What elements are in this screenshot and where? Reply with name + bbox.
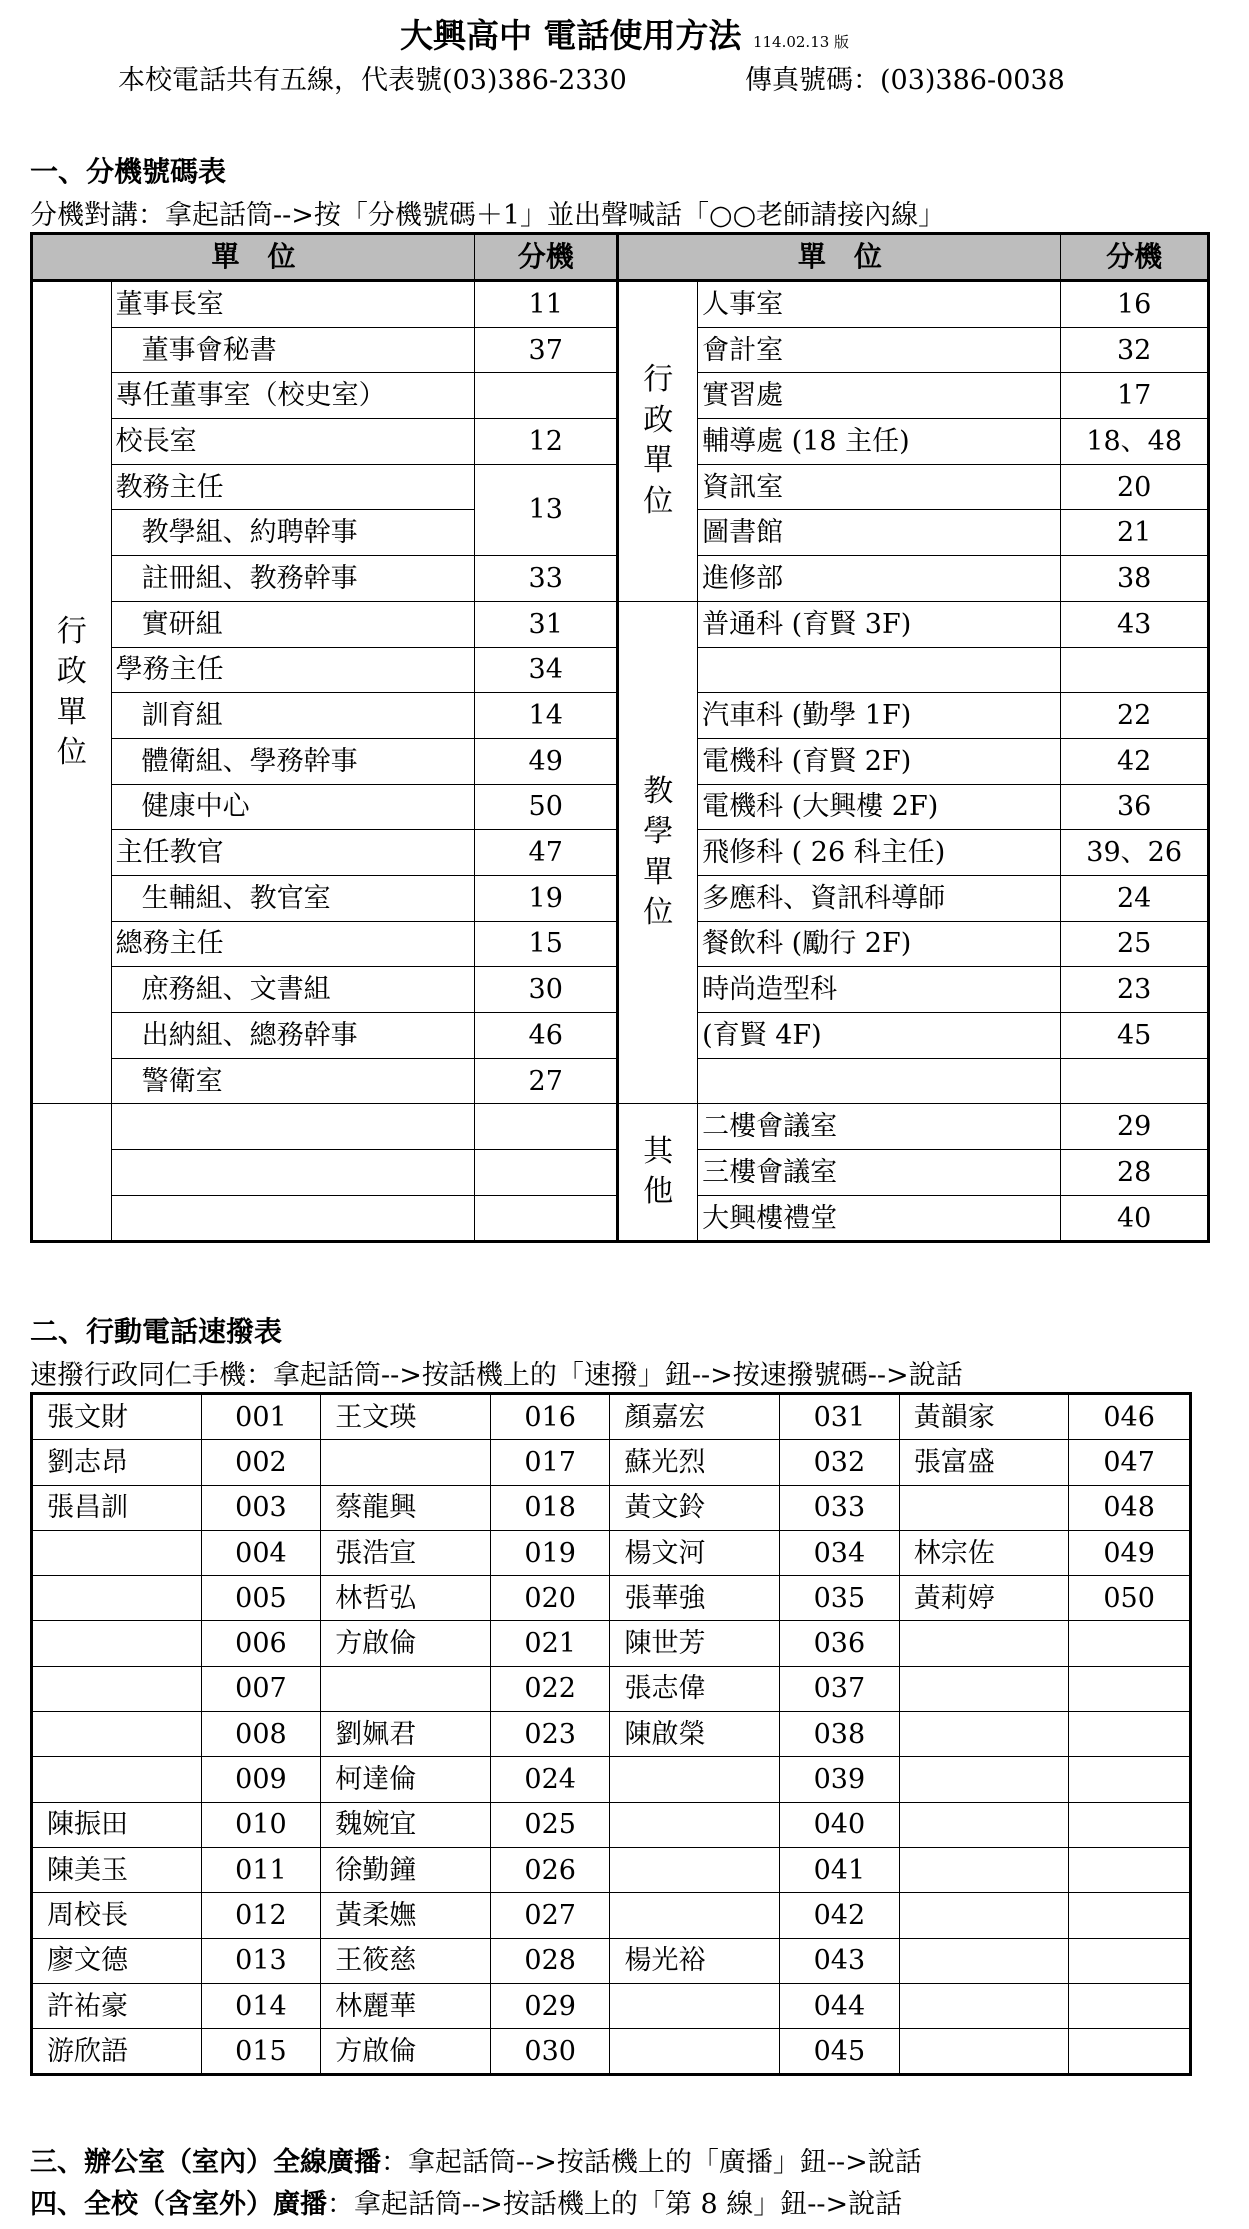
unit-name: 教學組、約聘幹事 bbox=[111, 510, 474, 556]
version-label: 114.02.13 版 bbox=[752, 33, 850, 51]
staff-name bbox=[321, 1440, 491, 1485]
speed-dial-code: 015 bbox=[201, 2029, 321, 2075]
group-right-other-label: 其他 bbox=[643, 1133, 674, 1210]
group-left-admin-label: 行政單位 bbox=[56, 613, 87, 771]
extension-header-row bbox=[32, 234, 1209, 281]
speed-dial-code: 014 bbox=[201, 1983, 321, 2028]
section4-text bbox=[30, 2182, 902, 2221]
unit-ext: 36 bbox=[1061, 784, 1209, 830]
unit-name: 資訊室 bbox=[698, 464, 1061, 510]
unit-name bbox=[111, 1104, 474, 1150]
speed-dial-code: 011 bbox=[201, 1847, 321, 1892]
staff-name: 陳世芳 bbox=[610, 1621, 780, 1666]
staff-name: 黃柔嫵 bbox=[321, 1893, 491, 1938]
unit-name: 專任董事室（校史室） bbox=[111, 373, 474, 419]
unit-name: 出納組、總務幹事 bbox=[111, 1013, 474, 1059]
unit-ext: 34 bbox=[475, 647, 618, 693]
speed-dial-code: 038 bbox=[780, 1712, 900, 1757]
speed-dial-code bbox=[1069, 1757, 1191, 1802]
unit-name: 教務主任 bbox=[111, 464, 474, 510]
unit-ext: 39、26 bbox=[1061, 830, 1209, 876]
staff-name: 張昌訓 bbox=[32, 1485, 202, 1530]
unit-ext: 20 bbox=[1061, 464, 1209, 510]
staff-name bbox=[899, 1666, 1069, 1711]
unit-name: 人事室 bbox=[698, 281, 1061, 328]
unit-name: 警衛室 bbox=[111, 1058, 474, 1104]
staff-name bbox=[610, 1893, 780, 1938]
speed-dial-code: 023 bbox=[490, 1712, 610, 1757]
unit-name: 普通科 (育賢 3F) bbox=[698, 601, 1061, 647]
staff-name bbox=[610, 1757, 780, 1802]
speed-dial-code: 024 bbox=[490, 1757, 610, 1802]
unit-name: 進修部 bbox=[698, 556, 1061, 602]
speed-dial-code: 029 bbox=[490, 1983, 610, 2028]
speed-dial-code: 018 bbox=[490, 1485, 610, 1530]
extension-row bbox=[32, 1104, 1209, 1150]
unit-name: 實研組 bbox=[111, 601, 474, 647]
speed-dial-code: 003 bbox=[201, 1485, 321, 1530]
speed-dial-code bbox=[1069, 2029, 1191, 2075]
unit-ext: 13 bbox=[475, 464, 618, 555]
staff-name bbox=[899, 1847, 1069, 1892]
staff-name bbox=[32, 1530, 202, 1575]
unit-name: 學務主任 bbox=[111, 647, 474, 693]
staff-name bbox=[610, 1847, 780, 1892]
unit-ext: 31 bbox=[475, 601, 618, 647]
speed-dial-code: 040 bbox=[780, 1802, 900, 1847]
group-right-admin bbox=[618, 281, 698, 602]
speed-dial-code bbox=[1069, 1666, 1191, 1711]
unit-ext: 47 bbox=[475, 830, 618, 876]
staff-name: 張浩宣 bbox=[321, 1530, 491, 1575]
unit-name: 大興樓禮堂 bbox=[698, 1195, 1061, 1242]
staff-name: 游欣語 bbox=[32, 2029, 202, 2075]
speed-dial-code: 004 bbox=[201, 1530, 321, 1575]
speed-dial-code: 021 bbox=[490, 1621, 610, 1666]
unit-ext: 14 bbox=[475, 693, 618, 739]
speed-dial-code: 002 bbox=[201, 1440, 321, 1485]
staff-name bbox=[899, 1938, 1069, 1983]
staff-name bbox=[610, 1802, 780, 1847]
unit-name: 總務主任 bbox=[111, 921, 474, 967]
staff-name bbox=[899, 1757, 1069, 1802]
unit-name: 圖書館 bbox=[698, 510, 1061, 556]
staff-name: 黃文鈴 bbox=[610, 1485, 780, 1530]
unit-ext: 25 bbox=[1061, 921, 1209, 967]
unit-ext: 16 bbox=[1061, 281, 1209, 328]
speed-dial-row bbox=[32, 1576, 1191, 1621]
staff-name: 林麗華 bbox=[321, 1983, 491, 2028]
extension-row bbox=[32, 601, 1209, 647]
staff-name: 黃韻家 bbox=[899, 1394, 1069, 1440]
speed-dial-code: 050 bbox=[1069, 1576, 1191, 1621]
staff-name: 林哲弘 bbox=[321, 1576, 491, 1621]
unit-name: 實習處 bbox=[698, 373, 1061, 419]
staff-name: 陳振田 bbox=[32, 1802, 202, 1847]
unit-ext: 29 bbox=[1061, 1104, 1209, 1150]
unit-name: 健康中心 bbox=[111, 784, 474, 830]
section3-bold: 三、辦公室（室內）全線廣播 bbox=[30, 2147, 381, 2178]
extension-row bbox=[32, 281, 1209, 328]
speed-dial-code: 012 bbox=[201, 1893, 321, 1938]
unit-name: 三樓會議室 bbox=[698, 1150, 1061, 1196]
unit-ext: 45 bbox=[1061, 1013, 1209, 1059]
unit-name: 體衛組、學務幹事 bbox=[111, 738, 474, 784]
speed-dial-code: 037 bbox=[780, 1666, 900, 1711]
title-text: 大興高中 電話使用方法 bbox=[399, 16, 742, 55]
unit-name: 二樓會議室 bbox=[698, 1104, 1061, 1150]
group-right-teach-label: 教學單位 bbox=[643, 773, 674, 931]
staff-name: 楊光裕 bbox=[610, 1938, 780, 1983]
speed-dial-code bbox=[1069, 1712, 1191, 1757]
speed-dial-code: 017 bbox=[490, 1440, 610, 1485]
speed-dial-code: 022 bbox=[490, 1666, 610, 1711]
staff-name: 廖文德 bbox=[32, 1938, 202, 1983]
speed-dial-code: 001 bbox=[201, 1394, 321, 1440]
speed-dial-code: 031 bbox=[780, 1394, 900, 1440]
staff-name bbox=[610, 2029, 780, 2075]
staff-name: 林宗佐 bbox=[899, 1530, 1069, 1575]
staff-name: 許祐豪 bbox=[32, 1983, 202, 2028]
unit-name: 主任教官 bbox=[111, 830, 474, 876]
unit-ext bbox=[475, 1195, 618, 1242]
unit-ext: 27 bbox=[475, 1058, 618, 1104]
unit-name: 校長室 bbox=[111, 419, 474, 465]
unit-ext: 38 bbox=[1061, 556, 1209, 602]
unit-ext: 32 bbox=[1061, 327, 1209, 373]
staff-name bbox=[32, 1757, 202, 1802]
staff-name: 陳啟榮 bbox=[610, 1712, 780, 1757]
staff-name: 陳美玉 bbox=[32, 1847, 202, 1892]
unit-name: 時尚造型科 bbox=[698, 967, 1061, 1013]
group-right-teach bbox=[618, 601, 698, 1104]
speed-dial-row bbox=[32, 1893, 1191, 1938]
staff-name: 蔡龍興 bbox=[321, 1485, 491, 1530]
speed-dial-code: 028 bbox=[490, 1938, 610, 1983]
unit-name: 多應科、資訊科導師 bbox=[698, 875, 1061, 921]
staff-name: 張華強 bbox=[610, 1576, 780, 1621]
speed-dial-row bbox=[32, 1530, 1191, 1575]
staff-name: 顏嘉宏 bbox=[610, 1394, 780, 1440]
speed-dial-code bbox=[1069, 1802, 1191, 1847]
staff-name bbox=[899, 1485, 1069, 1530]
unit-name bbox=[698, 647, 1061, 693]
unit-ext: 15 bbox=[475, 921, 618, 967]
speed-dial-code: 005 bbox=[201, 1576, 321, 1621]
speed-dial-code: 045 bbox=[780, 2029, 900, 2075]
speed-dial-code: 048 bbox=[1069, 1485, 1191, 1530]
unit-ext: 42 bbox=[1061, 738, 1209, 784]
speed-dial-code: 025 bbox=[490, 1802, 610, 1847]
group-left-admin bbox=[32, 281, 112, 1104]
staff-name bbox=[610, 1983, 780, 2028]
staff-name: 張富盛 bbox=[899, 1440, 1069, 1485]
unit-ext: 17 bbox=[1061, 373, 1209, 419]
section1-instruction: 分機對講：拿起話筒-->按「分機號碼＋1」並出聲喊話「○○老師請接內線」 bbox=[30, 200, 946, 231]
unit-ext bbox=[475, 1150, 618, 1196]
speed-dial-row bbox=[32, 1712, 1191, 1757]
staff-name bbox=[32, 1621, 202, 1666]
speed-dial-row bbox=[32, 1983, 1191, 2028]
speed-dial-code: 033 bbox=[780, 1485, 900, 1530]
main-line-info: 本校電話共有五線，代表號(03)386-2330 bbox=[118, 65, 627, 96]
staff-name: 方啟倫 bbox=[321, 2029, 491, 2075]
speed-dial-code: 039 bbox=[780, 1757, 900, 1802]
extension-table bbox=[30, 232, 1210, 1243]
speed-dial-code bbox=[1069, 1621, 1191, 1666]
speed-dial-row bbox=[32, 1938, 1191, 1983]
unit-ext: 40 bbox=[1061, 1195, 1209, 1242]
fax-info: 傳真號碼：(03)386-0038 bbox=[745, 65, 1065, 96]
unit-ext bbox=[1061, 1058, 1209, 1104]
unit-ext: 37 bbox=[475, 327, 618, 373]
staff-name bbox=[32, 1576, 202, 1621]
speed-dial-code: 020 bbox=[490, 1576, 610, 1621]
speed-dial-code bbox=[1069, 1983, 1191, 2028]
unit-ext: 21 bbox=[1061, 510, 1209, 556]
unit-name: 庶務組、文書組 bbox=[111, 967, 474, 1013]
unit-ext bbox=[1061, 647, 1209, 693]
unit-name: 飛修科 ( 26 科主任) bbox=[698, 830, 1061, 876]
staff-name: 黃莉婷 bbox=[899, 1576, 1069, 1621]
unit-ext: 19 bbox=[475, 875, 618, 921]
group-right-admin-label: 行政單位 bbox=[643, 362, 674, 519]
speed-dial-code: 008 bbox=[201, 1712, 321, 1757]
group-left-blank bbox=[32, 1104, 112, 1242]
speed-dial-code: 009 bbox=[201, 1757, 321, 1802]
speed-dial-code: 016 bbox=[490, 1394, 610, 1440]
section2-instruction: 速撥行政同仁手機：拿起話筒-->按話機上的「速撥」鈕-->按速撥號碼-->說話 bbox=[30, 1360, 963, 1391]
speed-dial-code: 026 bbox=[490, 1847, 610, 1892]
section1-heading: 一、分機號碼表 bbox=[30, 155, 227, 188]
unit-name: 電機科 (大興樓 2F) bbox=[698, 784, 1061, 830]
unit-ext: 18、48 bbox=[1061, 419, 1209, 465]
unit-ext: 49 bbox=[475, 738, 618, 784]
staff-name: 徐勤鐘 bbox=[321, 1847, 491, 1892]
speed-dial-row bbox=[32, 1802, 1191, 1847]
unit-ext: 43 bbox=[1061, 601, 1209, 647]
unit-ext: 24 bbox=[1061, 875, 1209, 921]
unit-ext: 28 bbox=[1061, 1150, 1209, 1196]
unit-name: 註冊組、教務幹事 bbox=[111, 556, 474, 602]
section3-rest: ：拿起話筒-->按話機上的「廣播」鈕-->說話 bbox=[381, 2147, 922, 2178]
staff-name bbox=[32, 1712, 202, 1757]
section4-bold: 四、全校（含室外）廣播 bbox=[30, 2189, 327, 2220]
speed-dial-code: 019 bbox=[490, 1530, 610, 1575]
section2-heading: 二、行動電話速撥表 bbox=[30, 1315, 283, 1348]
unit-name: 訓育組 bbox=[111, 693, 474, 739]
staff-name bbox=[899, 1802, 1069, 1847]
col-header-unit: 單 位 bbox=[32, 234, 475, 281]
unit-name: 電機科 (育賢 2F) bbox=[698, 738, 1061, 784]
staff-name: 王文瑛 bbox=[321, 1394, 491, 1440]
speed-dial-row bbox=[32, 1440, 1191, 1485]
staff-name bbox=[899, 1621, 1069, 1666]
section4-rest: ：拿起話筒-->按話機上的「第 8 線」鈕-->說話 bbox=[327, 2189, 903, 2220]
staff-name: 柯達倫 bbox=[321, 1757, 491, 1802]
speed-dial-code bbox=[1069, 1847, 1191, 1892]
speed-dial-code: 027 bbox=[490, 1893, 610, 1938]
speed-dial-code bbox=[1069, 1938, 1191, 1983]
unit-name bbox=[111, 1150, 474, 1196]
section3-text bbox=[30, 2140, 922, 2179]
speed-dial-code: 034 bbox=[780, 1530, 900, 1575]
unit-name: 汽車科 (勤學 1F) bbox=[698, 693, 1061, 739]
unit-ext: 46 bbox=[475, 1013, 618, 1059]
staff-name bbox=[32, 1666, 202, 1711]
col-header-ext: 分機 bbox=[475, 234, 618, 281]
speed-dial-code: 041 bbox=[780, 1847, 900, 1892]
staff-name bbox=[899, 1893, 1069, 1938]
group-right-other bbox=[618, 1104, 698, 1242]
speed-dial-row bbox=[32, 1847, 1191, 1892]
staff-name: 劉姵君 bbox=[321, 1712, 491, 1757]
unit-ext bbox=[475, 373, 618, 419]
unit-ext bbox=[475, 1104, 618, 1150]
speed-dial-code: 047 bbox=[1069, 1440, 1191, 1485]
speed-dial-code: 013 bbox=[201, 1938, 321, 1983]
staff-name: 張文財 bbox=[32, 1394, 202, 1440]
speed-dial-code bbox=[1069, 1893, 1191, 1938]
speed-dial-code: 006 bbox=[201, 1621, 321, 1666]
speed-dial-code: 007 bbox=[201, 1666, 321, 1711]
speed-dial-code: 044 bbox=[780, 1983, 900, 2028]
staff-name: 王筱慈 bbox=[321, 1938, 491, 1983]
speed-dial-row bbox=[32, 1666, 1191, 1711]
unit-name: 輔導處 (18 主任) bbox=[698, 419, 1061, 465]
unit-name: 董事長室 bbox=[111, 281, 474, 328]
unit-ext: 23 bbox=[1061, 967, 1209, 1013]
unit-name: 餐飲科 (勵行 2F) bbox=[698, 921, 1061, 967]
unit-name: 會計室 bbox=[698, 327, 1061, 373]
speed-dial-code: 049 bbox=[1069, 1530, 1191, 1575]
unit-name bbox=[111, 1195, 474, 1242]
speed-dial-row bbox=[32, 1394, 1191, 1440]
page-title bbox=[0, 10, 1249, 57]
speed-dial-row bbox=[32, 1621, 1191, 1666]
unit-ext: 50 bbox=[475, 784, 618, 830]
speed-dial-code: 042 bbox=[780, 1893, 900, 1938]
unit-ext: 11 bbox=[475, 281, 618, 328]
speed-dial-code: 036 bbox=[780, 1621, 900, 1666]
staff-name: 周校長 bbox=[32, 1893, 202, 1938]
staff-name: 蘇光烈 bbox=[610, 1440, 780, 1485]
staff-name: 魏婉宜 bbox=[321, 1802, 491, 1847]
staff-name bbox=[899, 2029, 1069, 2075]
staff-name: 張志偉 bbox=[610, 1666, 780, 1711]
col-header-unit: 單 位 bbox=[618, 234, 1061, 281]
speed-dial-code: 032 bbox=[780, 1440, 900, 1485]
unit-ext: 12 bbox=[475, 419, 618, 465]
speed-dial-row bbox=[32, 1757, 1191, 1802]
speed-dial-code: 010 bbox=[201, 1802, 321, 1847]
staff-name bbox=[899, 1983, 1069, 2028]
speed-dial-code: 046 bbox=[1069, 1394, 1191, 1440]
staff-name bbox=[321, 1666, 491, 1711]
unit-ext: 33 bbox=[475, 556, 618, 602]
staff-name: 楊文河 bbox=[610, 1530, 780, 1575]
unit-name: 生輔組、教官室 bbox=[111, 875, 474, 921]
speed-dial-code: 043 bbox=[780, 1938, 900, 1983]
speed-dial-row bbox=[32, 1485, 1191, 1530]
unit-name: 董事會秘書 bbox=[111, 327, 474, 373]
speed-dial-table bbox=[30, 1392, 1192, 2076]
speed-dial-code: 035 bbox=[780, 1576, 900, 1621]
staff-name bbox=[899, 1712, 1069, 1757]
col-header-ext: 分機 bbox=[1061, 234, 1209, 281]
unit-ext: 30 bbox=[475, 967, 618, 1013]
unit-name: (育賢 4F) bbox=[698, 1013, 1061, 1059]
staff-name: 方啟倫 bbox=[321, 1621, 491, 1666]
staff-name: 劉志昂 bbox=[32, 1440, 202, 1485]
unit-name bbox=[698, 1058, 1061, 1104]
unit-ext: 22 bbox=[1061, 693, 1209, 739]
speed-dial-row bbox=[32, 2029, 1191, 2075]
speed-dial-code: 030 bbox=[490, 2029, 610, 2075]
